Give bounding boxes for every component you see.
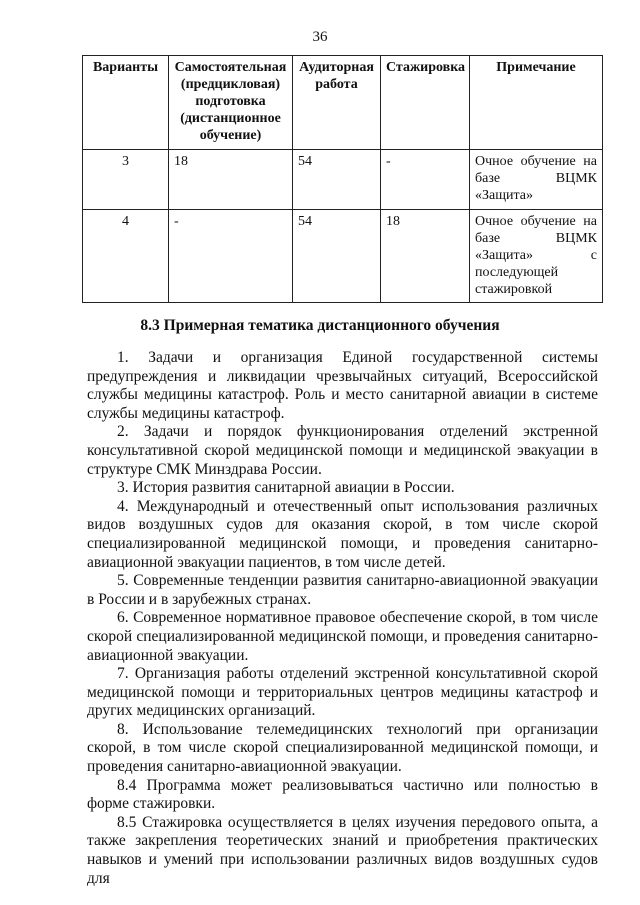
table-row [83, 150, 603, 210]
paragraph: 8.5 Стажировка осуществляется в целях изучения передового опыта, а также закрепления теоретических знаний и приобретения практических навыков и умений при использовании различных видов воздушных судов для [87, 813, 598, 887]
cell-variant: 4 [83, 210, 169, 303]
cell-note: Очное обучение на базе ВЦМК «Защита» [470, 150, 603, 210]
paragraph: 5. Современные тенденции развития санитарно-авиационной эвакуации в России и в зарубежных странах. [87, 572, 598, 608]
cell-internship: 18 [381, 210, 470, 303]
header-self-study: Самостоятельная (предцикловая) подготовка (дистанционное обучение) [169, 56, 293, 150]
body-text [87, 349, 598, 888]
paragraph: 2. Задачи и порядок функционирования отделений экстренной консультативной скорой медицинской помощи и медицинской эвакуации в структуре СМК Минздрава России. [87, 423, 598, 478]
header-classroom: Аудиторная работа [293, 56, 381, 150]
cell-self-study: 18 [169, 150, 293, 210]
paragraph: 7. Организация работы отделений экстренной консультативной скорой медицинской помощи и территориальных центров медицины катастроф и других медицинских организаций. [87, 665, 598, 720]
cell-self-study: - [169, 210, 293, 303]
cell-note: Очное обучение на базе ВЦМК «Защита» с последующей стажировкой [470, 210, 603, 303]
paragraph: 3. История развития санитарной авиации в России. [117, 479, 455, 497]
paragraph: 4. Международный и отечественный опыт использования различных видов воздушных судов для оказания скорой, в том числе скорой специализированной медицинской помощи, и проведения санитарно-авиационной эвакуации пациентов, в том числе детей. [87, 497, 598, 571]
paragraph: 8. Использование телемедицинских технологий при организации скорой, в том числе скорой специализированной медицинской помощи, и проведения санитарно-авиационной эвакуации. [87, 720, 598, 776]
cell-classroom: 54 [293, 210, 381, 303]
page-number: 36 [312, 29, 328, 45]
training-variants-table [82, 55, 603, 303]
cell-classroom: 54 [293, 150, 381, 210]
paragraph: 6. Современное нормативное правовое обеспечение скорой, в том числе скорой специализированной медицинской помощи, и проведения санитарно-авиационной эвакуации. [87, 609, 598, 664]
paragraph: 1. Задачи и организация Единой государственной системы предупреждения и ликвидации чрезвычайных ситуаций, Всероссийской службы медицины катастроф. Роль и место санитарной авиации в системе службы медицины катастроф. [87, 349, 598, 422]
header-note: Примечание [470, 56, 603, 150]
header-internship: Стажировка [381, 56, 470, 150]
section-heading: 8.3 Примерная тематика дистанционного обучения [140, 317, 500, 334]
table-header-row [83, 56, 603, 150]
paragraph: 8.4 Программа может реализовываться частично или полностью в форме стажировки. [87, 776, 598, 813]
table-row [83, 210, 603, 303]
header-variants: Варианты [83, 56, 169, 150]
cell-internship: - [381, 150, 470, 210]
cell-variant: 3 [83, 150, 169, 210]
